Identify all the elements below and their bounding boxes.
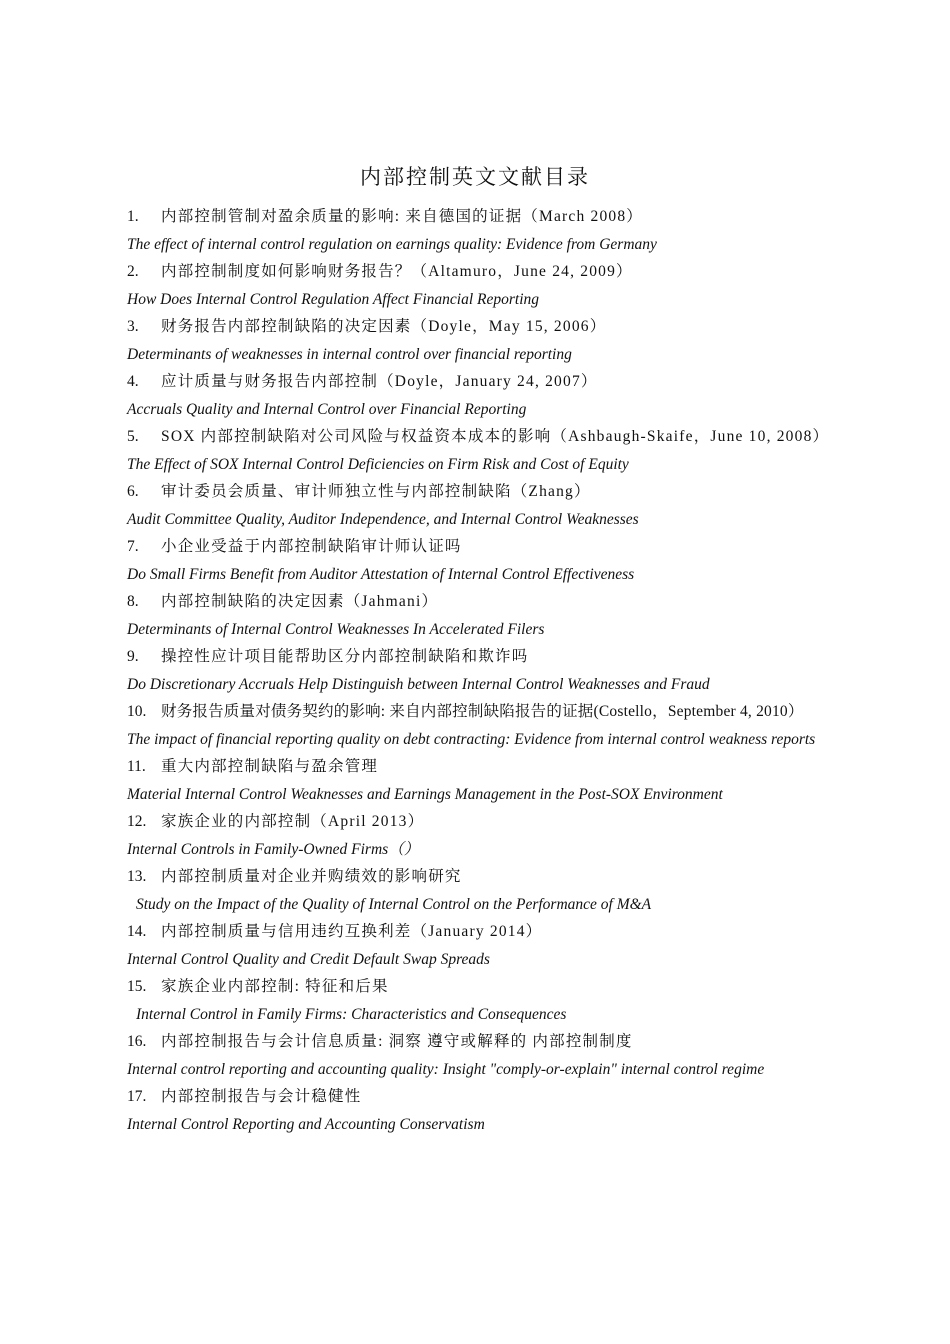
entry-chinese-title: 内部控制报告与会计稳健性 — [161, 1088, 362, 1105]
entry-number: 12. — [127, 813, 147, 830]
entry-chinese-title: 内部控制缺陷的决定因素（Jahmani） — [161, 593, 439, 610]
entry-number: 6. — [127, 483, 139, 500]
entry-chinese-title: 重大内部控制缺陷与盈余管理 — [161, 758, 379, 775]
entry-chinese-title: 内部控制质量对企业并购绩效的影响研究 — [161, 868, 462, 885]
entry-chinese-line — [127, 478, 847, 506]
entry-english-title: Audit Committee Quality, Auditor Independence, and Internal Control Weaknesses — [127, 510, 639, 528]
entry-english-title: Determinants of weaknesses in internal control over financial reporting — [127, 345, 572, 363]
entry-number: 16. — [127, 1033, 147, 1050]
entry-number: 10. — [127, 703, 147, 720]
entry-chinese-line — [127, 643, 847, 671]
entry-number: 7. — [127, 538, 139, 555]
reference-entry — [127, 808, 847, 863]
entry-english-title: Internal Control Reporting and Accounting Conservatism — [127, 1115, 485, 1133]
entry-number: 14. — [127, 923, 147, 940]
entry-number: 3. — [127, 318, 139, 335]
entry-chinese-title: 内部控制报告与会计信息质量: 洞察 遵守或解释的 内部控制制度 — [161, 1033, 633, 1050]
entry-number: 4. — [127, 373, 139, 390]
reference-entry — [127, 258, 847, 313]
entry-english-title: Study on the Impact of the Quality of Internal Control on the Performance of M&A — [136, 895, 652, 913]
entry-number: 2. — [127, 263, 139, 280]
entry-number: 5. — [127, 428, 139, 445]
entry-number: 8. — [127, 593, 139, 610]
reference-entry — [127, 1083, 847, 1138]
entry-chinese-title: 财务报告质量对债务契约的影响: 来自内部控制缺陷报告的证据(Costello，September 4, 2010） — [161, 703, 804, 720]
entry-number: 13. — [127, 868, 147, 885]
reference-entry — [127, 423, 847, 478]
reference-entry — [127, 533, 847, 588]
entry-chinese-line — [127, 698, 847, 726]
entry-chinese-line — [127, 588, 847, 616]
reference-entry — [127, 1028, 847, 1083]
entry-chinese-title: 家族企业内部控制: 特征和后果 — [161, 978, 389, 995]
entry-chinese-line — [127, 423, 847, 451]
page-title: 内部控制英文文献目录 — [360, 165, 590, 189]
entry-chinese-title: 小企业受益于内部控制缺陷审计师认证吗 — [161, 538, 462, 555]
entry-english-title: The impact of financial reporting quality on debt contracting: Evidence from internal control weakness reports — [127, 730, 816, 748]
entry-chinese-line — [127, 313, 847, 341]
entry-chinese-title: 审计委员会质量、审计师独立性与内部控制缺陷（Zhang） — [161, 483, 591, 500]
reference-entry — [127, 478, 847, 533]
entry-chinese-line — [127, 753, 847, 781]
entry-chinese-line — [127, 533, 847, 561]
reference-entry — [127, 643, 847, 698]
entry-chinese-line — [127, 258, 847, 286]
entry-number: 1. — [127, 208, 139, 225]
entry-chinese-line — [127, 203, 847, 231]
entry-chinese-title: 内部控制管制对盈余质量的影响: 来自德国的证据（March 2008） — [161, 208, 644, 225]
entry-english-title: Internal Controls in Family-Owned Firms（） — [127, 840, 420, 858]
entry-english-title: Material Internal Control Weaknesses and Earnings Management in the Post-SOX Environment — [127, 785, 723, 803]
entry-chinese-title: 操控性应计项目能帮助区分内部控制缺陷和欺诈吗 — [161, 648, 529, 665]
reference-entry — [127, 973, 847, 1028]
reference-entry — [127, 588, 847, 643]
entry-english-title: Internal control reporting and accounting quality: Insight "comply-or-explain" internal control regime — [127, 1060, 765, 1078]
reference-entry — [127, 863, 847, 918]
entry-number: 11. — [127, 758, 146, 775]
entry-english-title: Accruals Quality and Internal Control over Financial Reporting — [127, 400, 527, 418]
entry-english-title: Do Discretionary Accruals Help Distinguish between Internal Control Weaknesses and Fraud — [127, 675, 710, 693]
entry-english-title: Internal Control Quality and Credit Default Swap Spreads — [127, 950, 490, 968]
entry-english-title: Internal Control in Family Firms: Characteristics and Consequences — [136, 1005, 567, 1023]
entry-chinese-title: 应计质量与财务报告内部控制（Doyle，January 24, 2007） — [161, 373, 598, 390]
entry-chinese-title: 内部控制质量与信用违约互换利差（January 2014） — [161, 923, 543, 940]
entry-chinese-title: 内部控制制度如何影响财务报告？（Altamuro，June 24, 2009） — [161, 263, 633, 280]
entry-chinese-line — [127, 918, 847, 946]
entry-english-title: The Effect of SOX Internal Control Deficiencies on Firm Risk and Cost of Equity — [127, 455, 629, 473]
entry-chinese-line — [127, 973, 847, 1001]
entry-english-title: Determinants of Internal Control Weaknesses In Accelerated Filers — [127, 620, 545, 638]
reference-entry — [127, 698, 847, 753]
entry-english-title: How Does Internal Control Regulation Affect Financial Reporting — [127, 290, 539, 308]
reference-entry — [127, 753, 847, 808]
entry-number: 9. — [127, 648, 139, 665]
reference-entry — [127, 203, 847, 258]
entry-english-title: The effect of internal control regulation on earnings quality: Evidence from Germany — [127, 235, 657, 253]
entry-chinese-line — [127, 1028, 847, 1056]
entry-chinese-title: 财务报告内部控制缺陷的决定因素（Doyle，May 15, 2006） — [161, 318, 607, 335]
entry-number: 15. — [127, 978, 147, 995]
reference-entry — [127, 368, 847, 423]
entry-chinese-line — [127, 368, 847, 396]
entry-chinese-title: 家族企业的内部控制（April 2013） — [161, 813, 425, 830]
entry-chinese-title: SOX 内部控制缺陷对公司风险与权益资本成本的影响（Ashbaugh-Skaife，June 10, 2008） — [161, 428, 830, 445]
reference-list — [127, 203, 847, 1138]
reference-entry — [127, 313, 847, 368]
entry-chinese-line — [127, 808, 847, 836]
entry-number: 17. — [127, 1088, 147, 1105]
entry-english-title: Do Small Firms Benefit from Auditor Attestation of Internal Control Effectiveness — [127, 565, 635, 583]
reference-entry — [127, 918, 847, 973]
entry-chinese-line — [127, 863, 847, 891]
entry-chinese-line — [127, 1083, 847, 1111]
